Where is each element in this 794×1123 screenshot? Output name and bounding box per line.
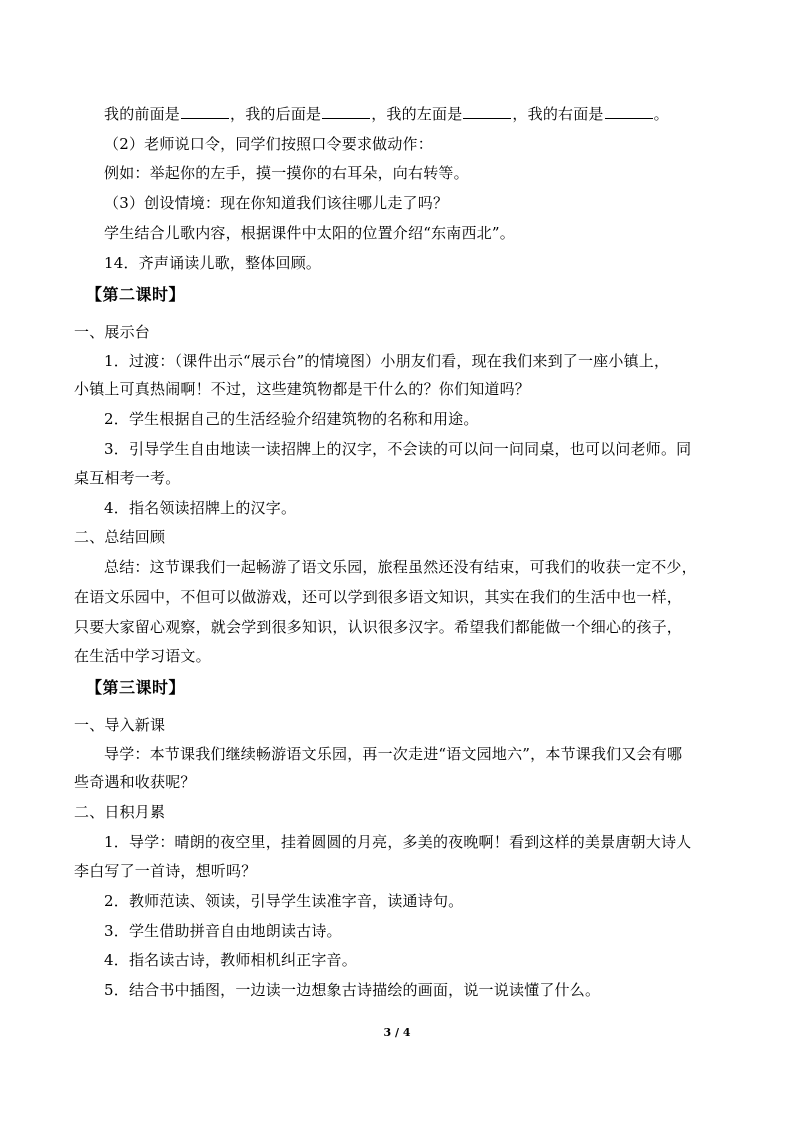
page-number: 3 / 4 — [383, 1026, 411, 1039]
fill-in-blank — [181, 104, 229, 119]
text-segment: ，我的左面是 — [371, 105, 463, 123]
text-line: 例如：举起你的左手，摸一摸你的右耳朵，向右转等。 — [104, 164, 469, 182]
text-line: 3．引导学生自由地读一读招牌上的汉字，不会读的可以问一问同桌，也可以问老师。同 — [104, 440, 692, 458]
fill-in-blank — [605, 104, 653, 119]
section-heading: 【第二课时】 — [86, 285, 186, 304]
text-line: 3．学生借助拼音自由地朗读古诗。 — [104, 922, 342, 940]
text-line: 桌互相考一考。 — [74, 469, 181, 487]
fill-in-blank — [322, 104, 370, 119]
text-line: 14．齐声诵读儿歌，整体回顾。 — [104, 254, 322, 272]
text-line: 只要大家留心观察，就会学到很多知识，认识很多汉字。希望我们都能做一个细心的孩子， — [74, 618, 683, 636]
text-line: 2．教师范读、领读，引导学生读准字音，读通诗句。 — [104, 892, 464, 910]
text-segment: ，我的右面是 — [512, 105, 604, 123]
text-line: 4．指名领读招牌上的汉字。 — [104, 499, 297, 517]
text-segment: 我的前面是 — [104, 105, 181, 123]
text-line: 李白写了一首诗，想听吗？ — [74, 862, 257, 880]
text-line: 些奇遇和收获呢？ — [74, 773, 196, 791]
fill-in-blank — [463, 104, 511, 119]
text-line: 导学：本节课我们继续畅游语文乐园，再一次走进“语文园地六”，本节课我们又会有哪 — [104, 745, 683, 763]
text-segment: ，我的后面是 — [230, 105, 322, 123]
text-line: 4．指名读古诗，教师相机纠正字音。 — [104, 951, 357, 969]
text-line — [104, 104, 669, 124]
text-line: （2）老师说口令，同学们按照口令要求做动作： — [104, 135, 433, 153]
subsection-heading: 一、导入新课 — [74, 716, 166, 734]
text-line: （3）创设情境：现在你知道我们该往哪儿走了吗？ — [104, 194, 449, 212]
text-line: 5．结合书中插图，一边读一边想象古诗描绘的画面，说一说读懂了什么。 — [104, 981, 601, 999]
text-segment: 。 — [653, 105, 669, 123]
text-line: 2．学生根据自己的生活经验介绍建筑物的名称和用途。 — [104, 410, 479, 428]
subsection-heading: 一、展示台 — [74, 323, 151, 341]
text-line: 在语文乐园中，不但可以做游戏，还可以学到很多语文知识，其实在我们的生活中也一样， — [74, 588, 683, 606]
text-line: 总结：这节课我们一起畅游了语文乐园，旅程虽然还没有结束，可我们的收获一定不少， — [104, 558, 697, 576]
text-line: 在生活中学习语文。 — [74, 647, 211, 665]
text-line: 1．导学：晴朗的夜空里，挂着圆圆的月亮，多美的夜晚啊！看到这样的美景唐朝大诗人 — [104, 833, 692, 851]
text-line: 1．过渡：（课件出示“展示台”的情境图）小朋友们看，现在我们来到了一座小镇上， — [104, 352, 670, 370]
text-line: 小镇上可真热闹啊！不过，这些建筑物都是干什么的？你们知道吗？ — [74, 380, 531, 398]
subsection-heading: 二、日积月累 — [74, 803, 166, 821]
section-heading: 【第三课时】 — [86, 678, 186, 697]
text-line: 学生结合儿歌内容，根据课件中太阳的位置介绍“东南西北”。 — [104, 224, 515, 242]
subsection-heading: 二、总结回顾 — [74, 528, 166, 546]
